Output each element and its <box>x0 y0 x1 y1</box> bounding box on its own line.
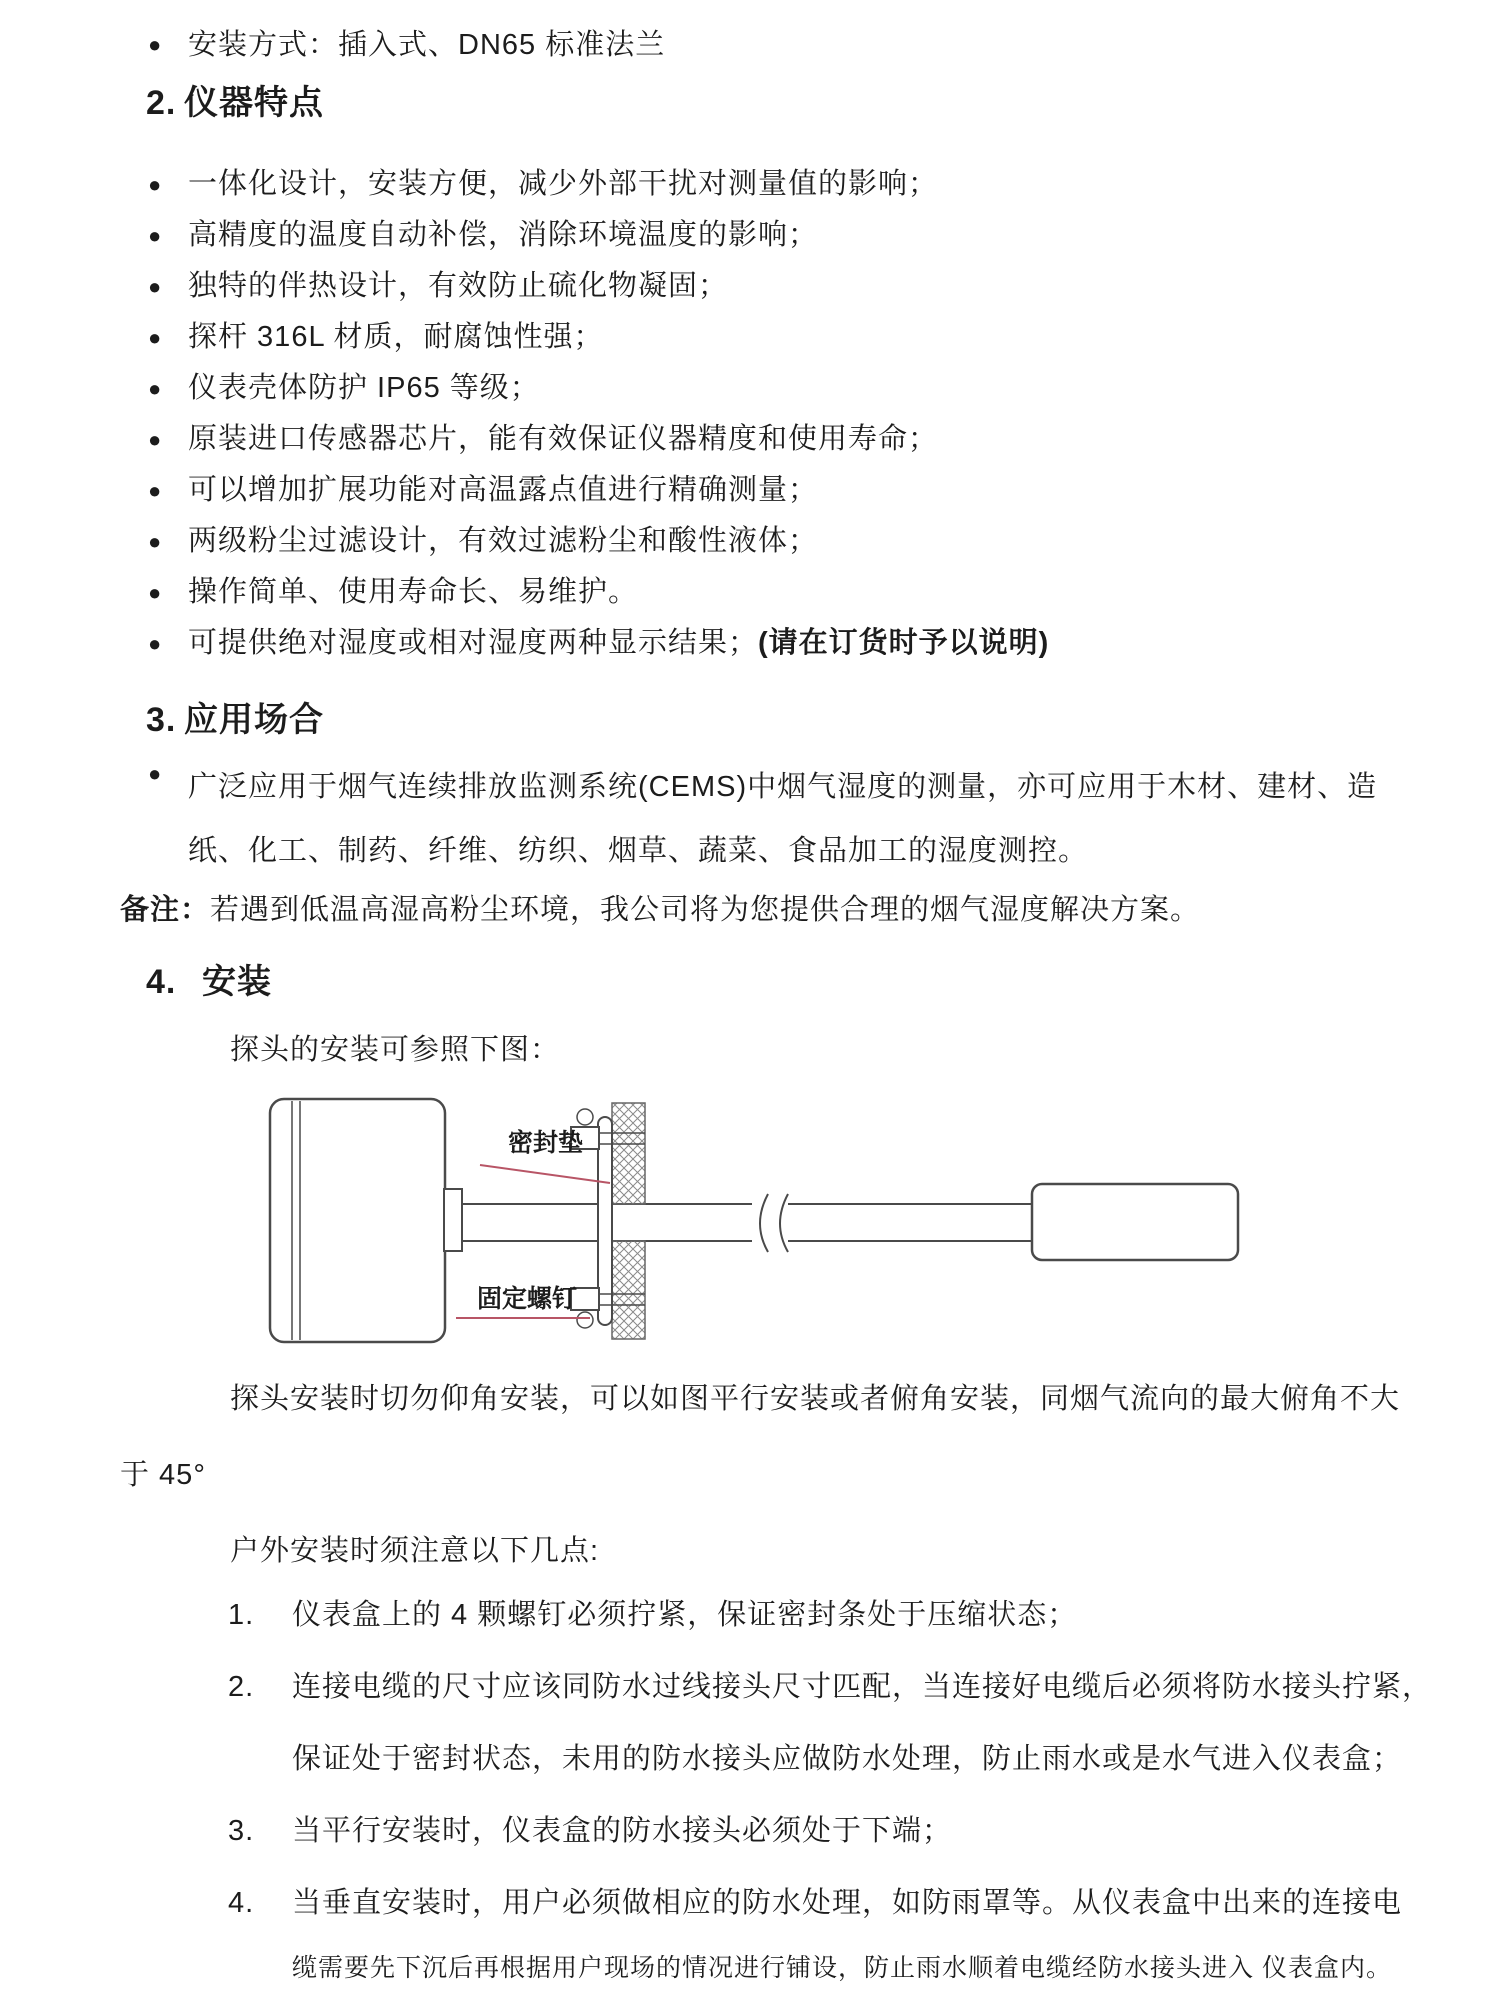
mounting-angle-line1: 探头安装时切勿仰角安装，可以如图平行安装或者俯角安装，同烟气流向的最大俯角不大 <box>230 1383 1401 1415</box>
seal-gasket-leader-line <box>480 1165 610 1183</box>
section-3-title: 应用场合 <box>184 701 324 739</box>
note-number: 1. <box>228 1599 255 1631</box>
bullet-icon: ● <box>148 427 163 452</box>
feature-text: 原装进口传感器芯片，能有效保证仪器精度和使用寿命； <box>188 423 939 455</box>
bullet-icon: ● <box>148 478 163 503</box>
feature-text: 仪表壳体防护 IP65 等级； <box>188 372 540 404</box>
note-text: 连接电缆的尺寸应该同防水过线接头尺寸匹配，当连接好电缆后必须将防水接头拧紧， <box>292 1671 1433 1703</box>
install-note-item <box>120 1812 1440 1850</box>
application-text <box>188 755 1377 883</box>
note-text: 当平行安装时，仪表盒的防水接头必须处于下端； <box>292 1815 953 1847</box>
install-note-item <box>120 1596 1440 1634</box>
note-text: 保证处于密封状态，未用的防水接头应做防水处理，防止雨水或是水气进入仪表盒； <box>292 1743 1403 1775</box>
note-number: 3. <box>228 1815 255 1847</box>
feature-item <box>148 319 1440 357</box>
application-line1: 广泛应用于烟气连续排放监测系统(CEMS)中烟气湿度的测量，亦可应用于木材、建材、造 <box>188 771 1378 803</box>
mounting-angle-line2: 于 45° <box>120 1459 206 1491</box>
bullet-icon: ● <box>148 325 163 350</box>
tube-break-mark <box>780 1194 788 1252</box>
section-4-title: 安装 <box>202 963 272 1001</box>
feature-text: 一体化设计，安装方便，减少外部干扰对测量值的影响； <box>188 168 939 200</box>
feature-item <box>148 166 1440 204</box>
remark-label: 备注： <box>120 894 211 926</box>
feature-item <box>148 574 1440 612</box>
instrument-box <box>270 1099 445 1342</box>
note-text: 仪表盒上的 4 颗螺钉必须拧紧，保证密封条处于压缩状态； <box>292 1599 1078 1631</box>
bolt-washer <box>577 1109 593 1125</box>
install-note-item <box>120 1884 1440 1922</box>
section-3-heading <box>146 697 1440 743</box>
feature-list <box>120 166 1440 663</box>
feature-item <box>148 472 1440 510</box>
bullet-icon: ● <box>148 580 163 605</box>
feature-item <box>148 370 1440 408</box>
bullet-icon: ● <box>148 172 163 197</box>
application-bullet <box>148 755 1440 883</box>
mounting-angle-paragraph <box>120 1380 1440 1418</box>
duct-wall-lower <box>612 1241 645 1339</box>
bolt-washer <box>577 1312 593 1328</box>
note-text: 当垂直安装时，用户必须做相应的防水处理，如防雨罩等。从仪表盒中出来的连接电 <box>292 1887 1403 1919</box>
outdoor-intro: 户外安装时须注意以下几点: <box>230 1535 600 1567</box>
feature-item <box>148 268 1440 306</box>
section-2-title: 仪器特点 <box>184 84 324 122</box>
feature-text: 操作简单、使用寿命长、易维护。 <box>188 576 639 608</box>
feature-text: 可以增加扩展功能对高温露点值进行精确测量； <box>188 474 819 506</box>
feature-item <box>148 523 1440 561</box>
duct-wall-upper <box>612 1103 645 1204</box>
fixing-screw-label: 固定螺钉 <box>477 1286 578 1313</box>
probe-tip <box>1032 1184 1238 1260</box>
install-method-bullet <box>148 26 1440 64</box>
bullet-icon: ● <box>148 274 163 299</box>
remark-text: 若遇到低温高湿高粉尘环境，我公司将为您提供合理的烟气湿度解决方案。 <box>210 894 1201 926</box>
install-note-continuation <box>120 1950 1440 1986</box>
feature-text <box>188 625 1049 662</box>
install-notes-list <box>120 1596 1440 1986</box>
note-number: 2. <box>228 1671 255 1703</box>
feature-item <box>148 625 1440 663</box>
install-note-item <box>120 1668 1440 1706</box>
bullet-icon: ● <box>148 376 163 401</box>
section-4-number: 4. <box>146 963 177 1001</box>
probe-connector <box>444 1189 462 1251</box>
feature-text: 独特的伴热设计，有效防止硫化物凝固； <box>188 270 729 302</box>
tube-break-mark <box>760 1194 768 1252</box>
diagram-intro: 探头的安装可参照下图： <box>230 1034 561 1066</box>
bullet-icon: ● <box>148 529 163 554</box>
bullet-icon: ● <box>148 32 163 57</box>
note-text: 缆需要先下沉后再根据用户现场的情况进行铺设，防止雨水顺着电缆经防水接头进入 仪表盒内。 <box>292 1954 1392 1982</box>
feature-text: 两级粉尘过滤设计，有效过滤粉尘和酸性液体； <box>188 525 819 557</box>
section-4-heading <box>146 959 1440 1005</box>
application-line2: 纸、化工、制药、纤维、纺织、烟草、蔬菜、食品加工的湿度测控。 <box>188 835 1089 867</box>
feature-text: 探杆 316L 材质，耐腐蚀性强； <box>188 321 604 353</box>
installation-diagram-svg <box>120 1087 1400 1352</box>
bullet-icon: ● <box>148 223 163 248</box>
install-method-text: 安装方式：插入式、DN65 标准法兰 <box>188 29 666 61</box>
installation-diagram <box>120 1087 1440 1360</box>
seal-gasket-label: 密封垫 <box>508 1130 584 1157</box>
section-2-number: 2. <box>146 84 177 122</box>
note-number: 4. <box>228 1887 255 1919</box>
remark-paragraph <box>120 891 1440 929</box>
feature-text: 高精度的温度自动补偿，消除环境温度的影响； <box>188 219 819 251</box>
feature-text-normal: 可提供绝对湿度或相对湿度两种显示结果； <box>188 627 759 659</box>
bullet-icon: ● <box>148 761 163 786</box>
section-2-heading <box>146 80 1440 126</box>
section-3-number: 3. <box>146 701 177 739</box>
feature-item <box>148 421 1440 459</box>
bullet-icon: ● <box>148 631 163 656</box>
install-note-continuation <box>120 1740 1440 1778</box>
feature-item <box>148 217 1440 255</box>
feature-text-bold: (请在订货时予以说明) <box>758 627 1050 659</box>
